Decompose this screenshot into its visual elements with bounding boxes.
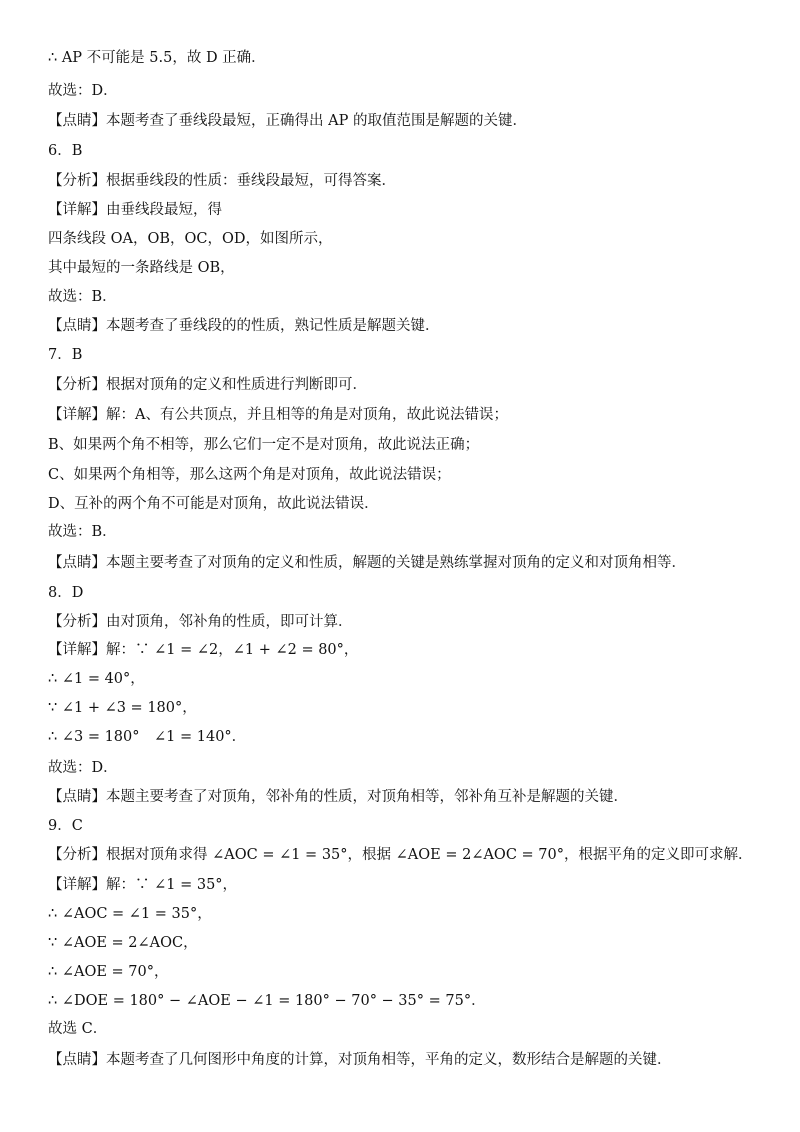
text-line: 【详解】解：A、有公共顶点，并且相等的角是对顶角，故此说法错误；	[48, 407, 508, 423]
text-line: 【点睛】本题主要考查了对顶角的定义和性质，解题的关键是熟练掌握对顶角的定义和对顶角相等．	[48, 555, 686, 571]
text-line: 【详解】解：∵ ∠1 = ∠2，∠1 + ∠2 = 80°，	[48, 642, 359, 658]
question-number: 8．D	[48, 585, 84, 601]
question-number: 7．B	[48, 347, 83, 363]
text-line: 【分析】根据垂线段的性质：垂线段最短，可得答案．	[48, 173, 396, 189]
text-line: 【分析】根据对顶角的定义和性质进行判断即可．	[48, 377, 367, 393]
text-line: 【详解】由垂线段最短，得	[48, 202, 222, 218]
math-line: ∴ ∠AOE = 70°，	[48, 964, 169, 980]
text-line: 其中最短的一条路线是 OB，	[48, 260, 235, 276]
text-line: 【点睛】本题考查了几何图形中角度的计算，对顶角相等，平角的定义，数形结合是解题的关键．	[48, 1052, 672, 1068]
text-line: D、互补的两个角不可能是对顶角，故此说法错误．	[48, 496, 379, 512]
text-line: 【分析】由对顶角，邻补角的性质，即可计算．	[48, 614, 353, 630]
text-line: 故选：B．	[48, 524, 117, 540]
text-line: 【详解】解：∵ ∠1 = 35°，	[48, 877, 238, 893]
text-line: 【点睛】本题考查了垂线段最短，正确得出 AP 的取值范围是解题的关键．	[48, 113, 527, 129]
text-line: 故选 C．	[48, 1021, 108, 1037]
text-line: 故选：D．	[48, 760, 118, 776]
text-line: 【点睛】本题考查了垂线段的的性质，熟记性质是解题关键．	[48, 318, 440, 334]
text-line: 【分析】根据对顶角求得 ∠AOC = ∠1 = 35°，根据 ∠AOE = 2∠AOC = 70°，根据平角的定义即可求解．	[48, 847, 753, 863]
text-line: 故选：D．	[48, 83, 118, 99]
math-line: ∴ ∠DOE = 180° − ∠AOE − ∠1 = 180° − 70° − 35° = 75°．	[48, 993, 486, 1009]
text-line: 故选：B．	[48, 289, 117, 305]
text-line: ∴ AP 不可能是 5.5，故 D 正确．	[48, 50, 266, 66]
text-line: 四条线段 OA，OB，OC，OD，如图所示，	[48, 231, 333, 247]
text-line: 【点睛】本题主要考查了对顶角，邻补角的性质，对顶角相等，邻补角互补是解题的关键．	[48, 789, 628, 805]
math-line: ∵ ∠AOE = 2∠AOC，	[48, 935, 198, 951]
question-number: 9．C	[48, 818, 83, 834]
math-line: ∴ ∠1 = 40°，	[48, 671, 145, 687]
math-line: ∴ ∠AOC = ∠1 = 35°，	[48, 906, 212, 922]
text-line: B、如果两个角不相等，那么它们一定不是对顶角，故此说法正确；	[48, 437, 480, 453]
text-line: C、如果两个角相等，那么这两个角是对顶角，故此说法错误；	[48, 467, 451, 483]
question-number: 6．B	[48, 143, 83, 159]
math-line: ∴ ∠3 = 180° ∠1 = 140°．	[48, 729, 247, 745]
math-line: ∵ ∠1 + ∠3 = 180°，	[48, 700, 197, 716]
